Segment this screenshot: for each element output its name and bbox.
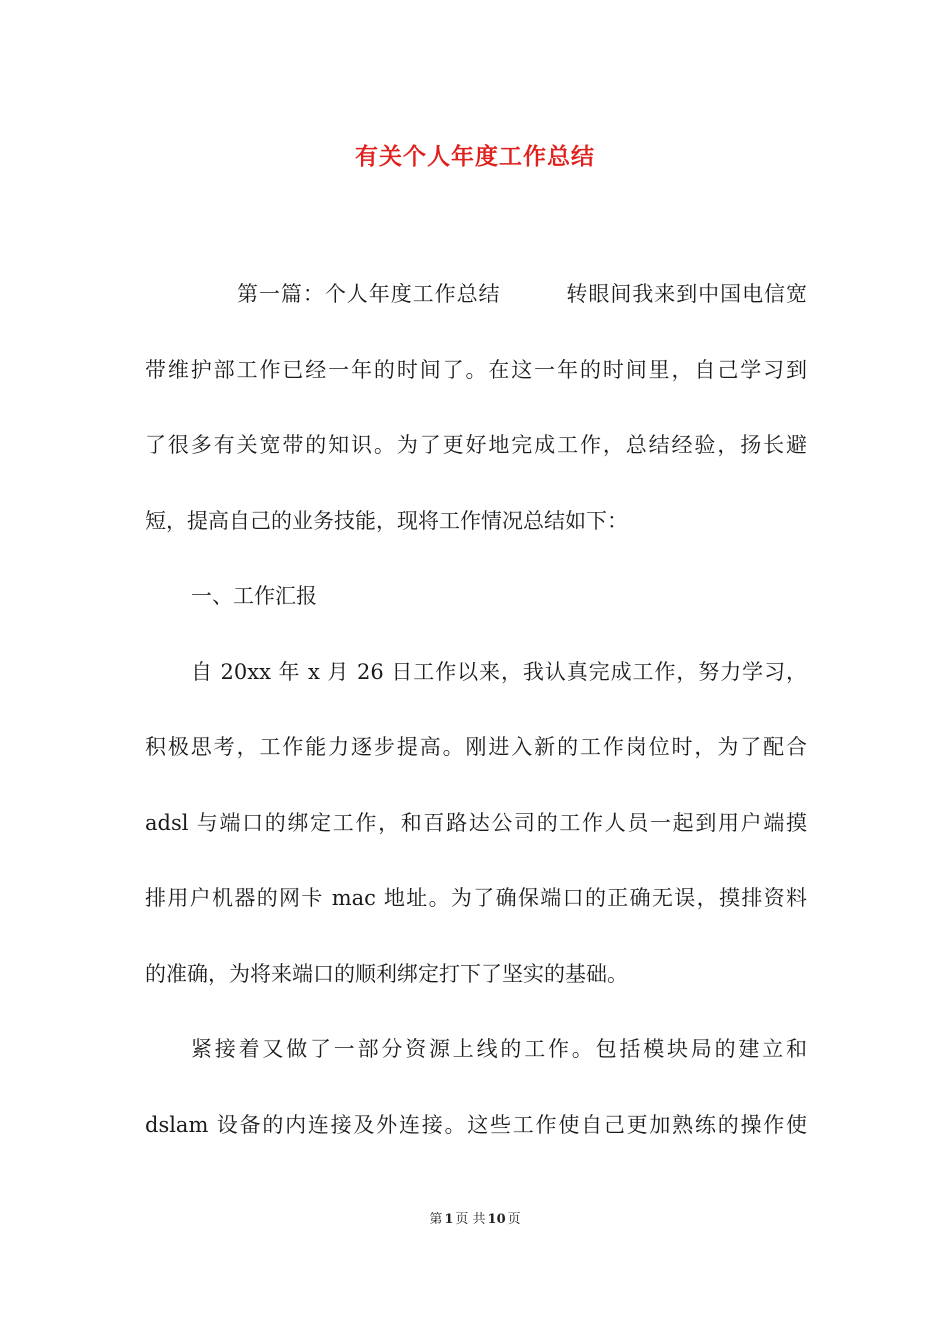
footer-middle: 页 共 <box>455 1212 486 1227</box>
paragraph-line: adsl 与端口的绑定工作，和百路达公司的工作人员一起到用户端摸 <box>145 810 807 835</box>
paragraph-line: 短，提高自己的业务技能，现将工作情况总结如下： <box>145 508 628 533</box>
footer-total-pages: 10 <box>487 1212 506 1227</box>
footer-page-number: 1 <box>444 1212 454 1227</box>
paragraph-line: 自 20xx 年 x 月 26 日工作以来，我认真完成工作，努力学习， <box>191 659 807 684</box>
document-body <box>145 272 807 1178</box>
paragraph-line: 积极思考，工作能力逐步提高。刚进入新的工作岗位时，为了配合 <box>145 735 807 759</box>
paragraph-line: dslam 设备的内连接及外连接。这些工作使自己更加熟练的操作使 <box>145 1112 807 1137</box>
paragraph-line: 第一篇：个人年度工作总结 转眼间我来到中国电信宽 <box>237 282 807 306</box>
section-heading: 一、工作汇报 <box>191 584 317 608</box>
footer-prefix: 第 <box>429 1212 443 1227</box>
paragraph-line: 排用户机器的网卡 mac 地址。为了确保端口的正确无误，摸排资料 <box>145 886 807 910</box>
paragraph-line: 的准确，为将来端口的顺利绑定打下了坚实的基础。 <box>145 961 628 986</box>
paragraph-line: 了很多有关宽带的知识。为了更好地完成工作，总结经验，扬长避 <box>145 433 807 457</box>
footer-suffix: 页 <box>507 1212 521 1227</box>
paragraph-line: 带维护部工作已经一年的时间了。在这一年的时间里，自己学习到 <box>145 357 807 382</box>
paragraph-line: 紧接着又做了一部分资源上线的工作。包括模块局的建立和 <box>191 1037 807 1061</box>
page-footer <box>0 1208 950 1227</box>
document-title: 有关个人年度工作总结 <box>355 143 595 170</box>
